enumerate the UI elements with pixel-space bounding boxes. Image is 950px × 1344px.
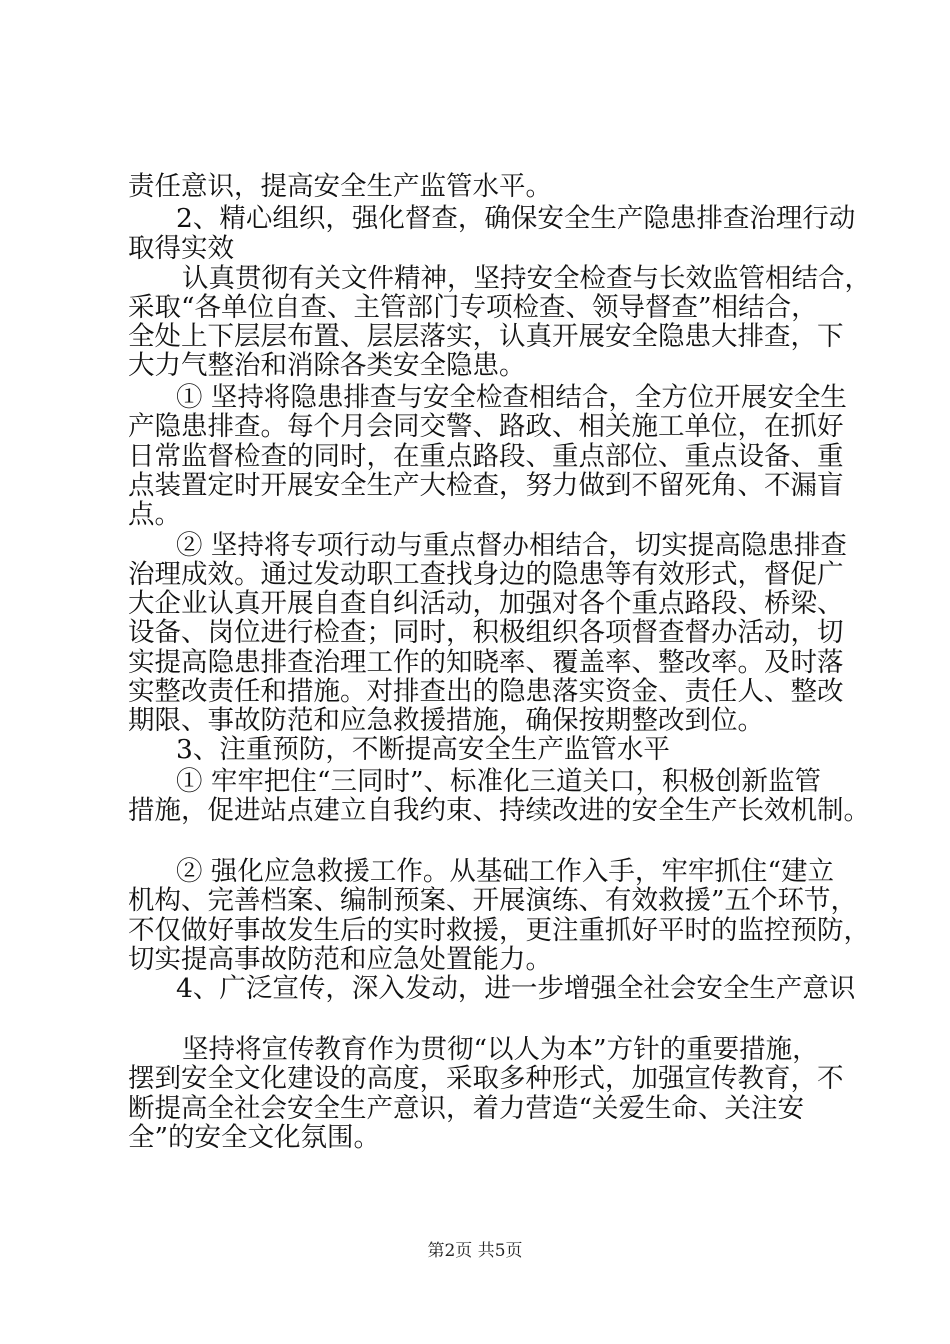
text-line: 产隐患排查。每个月会同交警、路政、相关施工单位，在抓好 bbox=[128, 411, 844, 442]
text-line: 日常监督检查的同时，在重点路段、重点部位、重点设备、重 bbox=[128, 441, 844, 472]
text-line: 采取“各单位自查、主管部门专项检查、领导督查”相结合， bbox=[128, 292, 818, 323]
text-line: ② 强化应急救援工作。从基础工作入手，牢牢抓住“建立 bbox=[176, 856, 834, 887]
text-line: 机构、完善档案、编制预案、开展演练、有效救援”五个环节， bbox=[128, 885, 858, 916]
text-line: 点装置定时开展安全生产大检查，努力做到不留死角、不漏盲 bbox=[128, 470, 844, 501]
section-heading: 2、精心组织，强化督查，确保安全生产隐患排查治理行动 bbox=[176, 203, 856, 234]
text-line: 实整改责任和措施。对排查出的隐患落实资金、责任人、整改 bbox=[128, 676, 844, 707]
text-line: 摆到安全文化建设的高度，采取多种形式，加强宣传教育，不 bbox=[128, 1063, 844, 1094]
text-line: 全”的安全文化氛围。 bbox=[128, 1122, 381, 1153]
text-line: ① 牢牢把住“三同时”、标准化三道关口，积极创新监管 bbox=[176, 766, 822, 797]
text-line: 认真贯彻有关文件精神，坚持安全检查与长效监管相结合， bbox=[182, 263, 871, 294]
text-line: 大企业认真开展自查自纠活动，加强对各个重点路段、桥梁、 bbox=[128, 588, 844, 619]
section-heading: 4、广泛宣传，深入发动，进一步增强全社会安全生产意识 bbox=[176, 973, 856, 1004]
text-line: 不仅做好事故发生后的实时救援，更注重抓好平时的监控预防， bbox=[128, 915, 870, 946]
text-line: 治理成效。通过发动职工查找身边的隐患等有效形式，督促广 bbox=[128, 559, 844, 590]
text-line: 期限、事故防范和应急救援措施，确保按期整改到位。 bbox=[128, 705, 764, 736]
text-line: 实提高隐患排查治理工作的知晓率、覆盖率、整改率。及时落 bbox=[128, 647, 844, 678]
text-line: 切实提高事故防范和应急处置能力。 bbox=[128, 944, 552, 975]
section-heading: 取得实效 bbox=[128, 233, 234, 264]
text-line: 点。 bbox=[128, 499, 181, 530]
text-line: 全处上下层层布置、层层落实，认真开展安全隐患大排查，下 bbox=[128, 321, 844, 352]
text-line: 大力气整治和消除各类安全隐患。 bbox=[128, 350, 526, 381]
text-line: 责任意识，提高安全生产监管水平。 bbox=[128, 171, 552, 202]
text-line: 设备、岗位进行检查；同时，积极组织各项督查督办活动，切 bbox=[128, 617, 844, 648]
text-line: ② 坚持将专项行动与重点督办相结合，切实提高隐患排查 bbox=[176, 530, 847, 561]
text-line: 措施，促进站点建立自我约束、持续改进的安全生产长效机制。 bbox=[128, 795, 870, 826]
text-line: 坚持将宣传教育作为贯彻“以人为本”方针的重要措施， bbox=[182, 1034, 819, 1065]
text-line: ① 坚持将隐患排查与安全检查相结合，全方位开展安全生 bbox=[176, 382, 847, 413]
section-heading: 3、注重预防，不断提高安全生产监管水平 bbox=[176, 734, 670, 765]
text-line: 断提高全社会安全生产意识，着力营造“关爱生命、关注安 bbox=[128, 1093, 805, 1124]
page-number-footer: 第2页 共5页 bbox=[427, 1241, 523, 1261]
